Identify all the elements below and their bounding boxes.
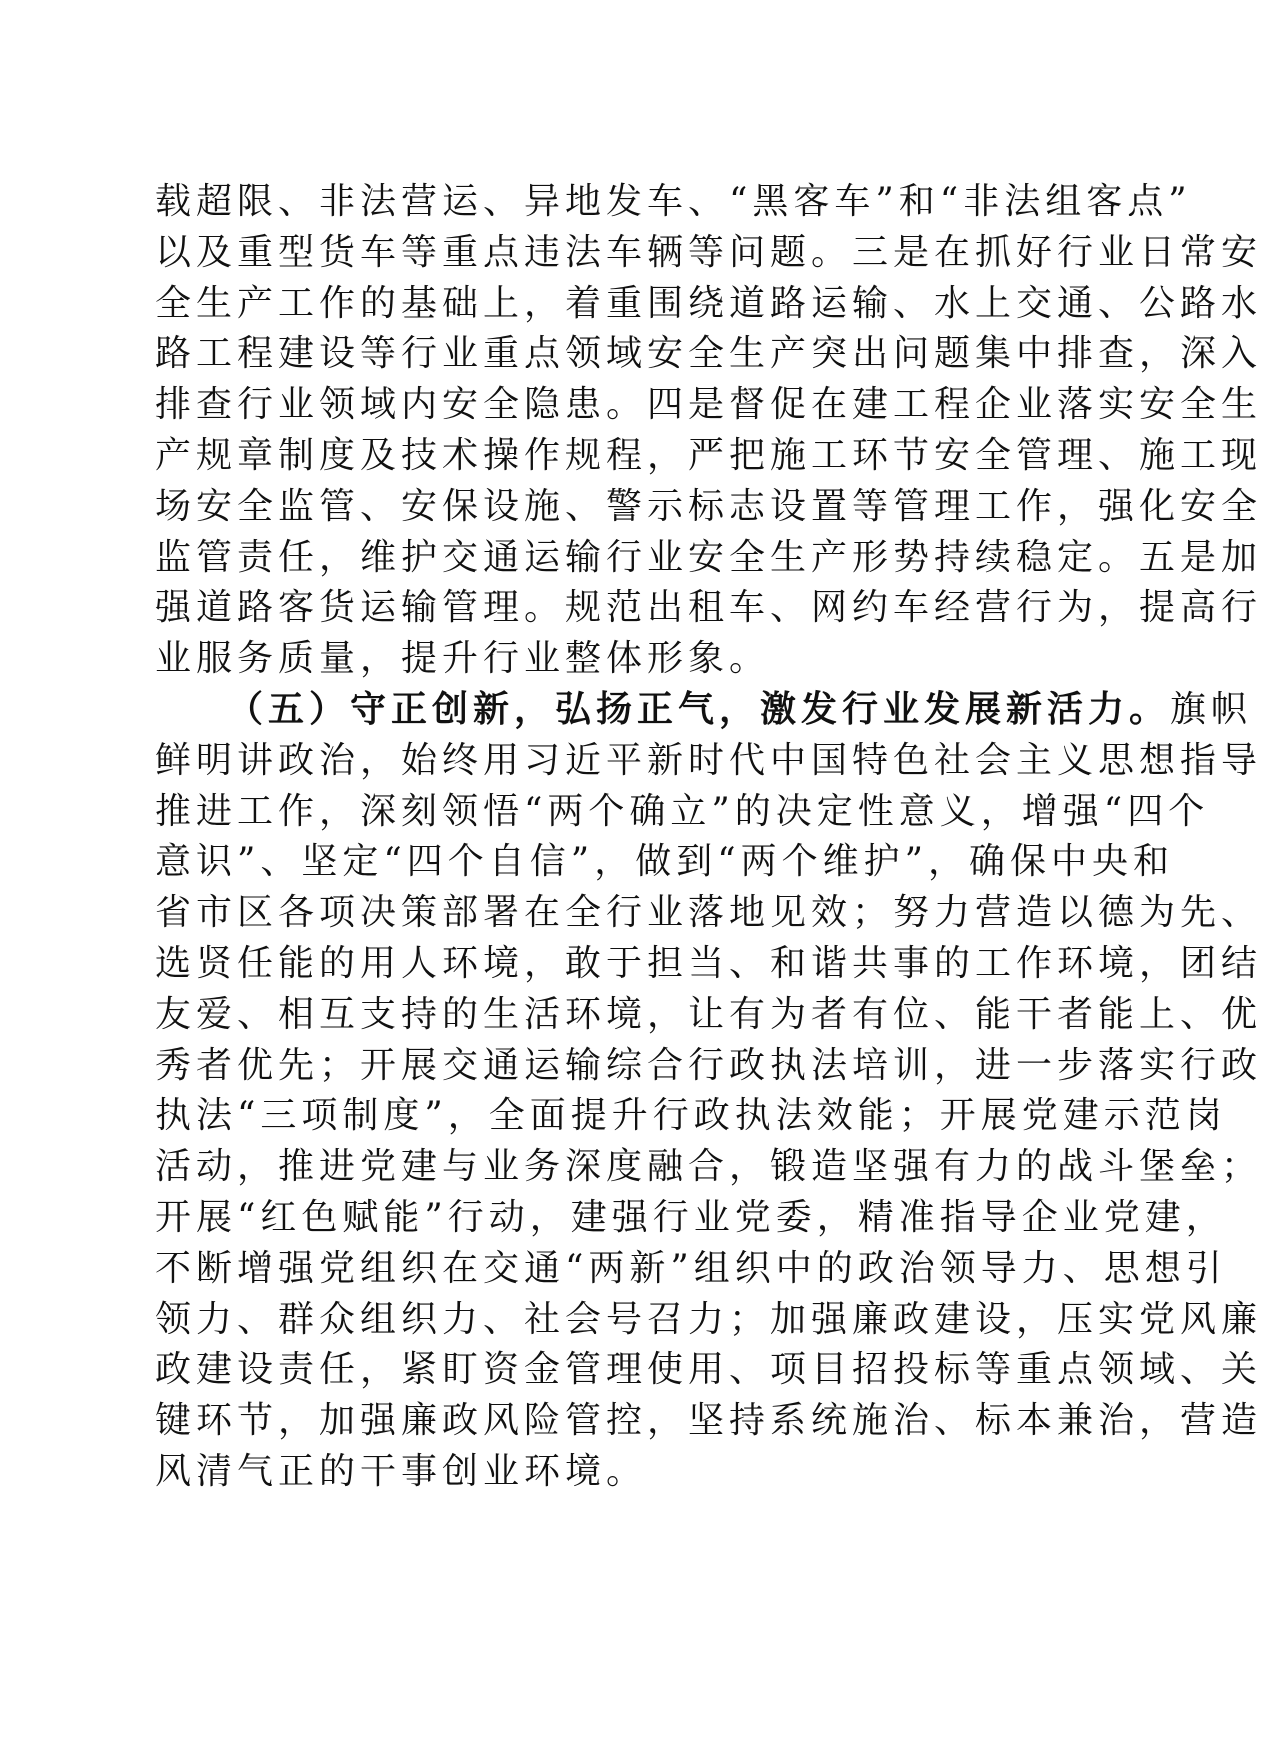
text-line: 键环节，加强廉政风险管控，坚持系统施治、标本兼治，营造 <box>155 1400 1262 1442</box>
text-line: 不断增强党组织在交通“两新”组织中的政治领导力、思想引 <box>155 1247 1227 1289</box>
text-line: 排查行业领域内安全隐患。四是督促在建工程企业落实安全生 <box>155 384 1262 426</box>
paragraph-2 <box>155 685 1262 1498</box>
text-line: 开展“红色赋能”行动，建强行业党委，精准指导企业党建， <box>155 1196 1227 1238</box>
text-line: 监管责任，维护交通运输行业安全生产形势持续稳定。五是加 <box>155 536 1262 578</box>
paragraph-first-line <box>155 685 1253 736</box>
text-line: 载超限、非法营运、异地发车、“黑客车”和“非法组客点” <box>155 181 1192 222</box>
text-line: 选贤任能的用人环境，敢于担当、和谐共事的工作环境，团结 <box>155 942 1262 984</box>
text-line: 执法“三项制度”，全面提升行政执法效能；开展党建示范岗 <box>155 1095 1227 1137</box>
text-line: 以及重型货车等重点违法车辆等问题。三是在抓好行业日常安 <box>155 231 1262 273</box>
text-line: 领力、群众组织力、社会号召力；加强廉政建设，压实党风廉 <box>155 1298 1262 1340</box>
text-line: 活动，推进党建与业务深度融合，锻造坚强有力的战斗堡垒； <box>155 1146 1262 1188</box>
text-line: 秀者优先；开展交通运输综合行政执法培训，进一步落实行政 <box>155 1044 1262 1086</box>
text-line: 强道路客货运输管理。规范出租车、网约车经营行为，提高行 <box>155 587 1262 629</box>
text-line: 友爱、相互支持的生活环境，让有为者有位、能干者能上、优 <box>155 993 1262 1035</box>
text-line: 全生产工作的基础上，着重围绕道路运输、水上交通、公路水 <box>155 282 1262 324</box>
section-heading: （五）守正创新，弘扬正气，激发行业发展新活力。 <box>227 688 1171 730</box>
text-line: 省市区各项决策部署在全行业落地见效；努力营造以德为先、 <box>155 892 1262 934</box>
text-line: 风清气正的干事创业环境。 <box>155 1450 648 1492</box>
text-run: 旗帜 <box>1170 688 1253 730</box>
text-line: 推进工作，深刻领悟“两个确立”的决定性意义，增强“四个 <box>155 790 1210 832</box>
text-line: 鲜明讲政治，始终用习近平新时代中国特色社会主义思想指导 <box>155 739 1262 781</box>
text-line: 产规章制度及技术操作规程，严把施工环节安全管理、施工现 <box>155 434 1262 476</box>
document-body <box>155 177 1262 1498</box>
paragraph-1 <box>155 177 1262 685</box>
text-line: 业服务质量，提升行业整体形象。 <box>155 638 771 680</box>
text-line: 路工程建设等行业重点领域安全生产突出问题集中排查，深入 <box>155 333 1262 375</box>
text-line: 政建设责任，紧盯资金管理使用、项目招投标等重点领域、关 <box>155 1349 1262 1391</box>
text-line: 意识”、坚定“四个自信”，做到“两个维护”，确保中央和 <box>155 841 1175 883</box>
text-line: 场安全监管、安保设施、警示标志设置等管理工作，强化安全 <box>155 485 1262 527</box>
